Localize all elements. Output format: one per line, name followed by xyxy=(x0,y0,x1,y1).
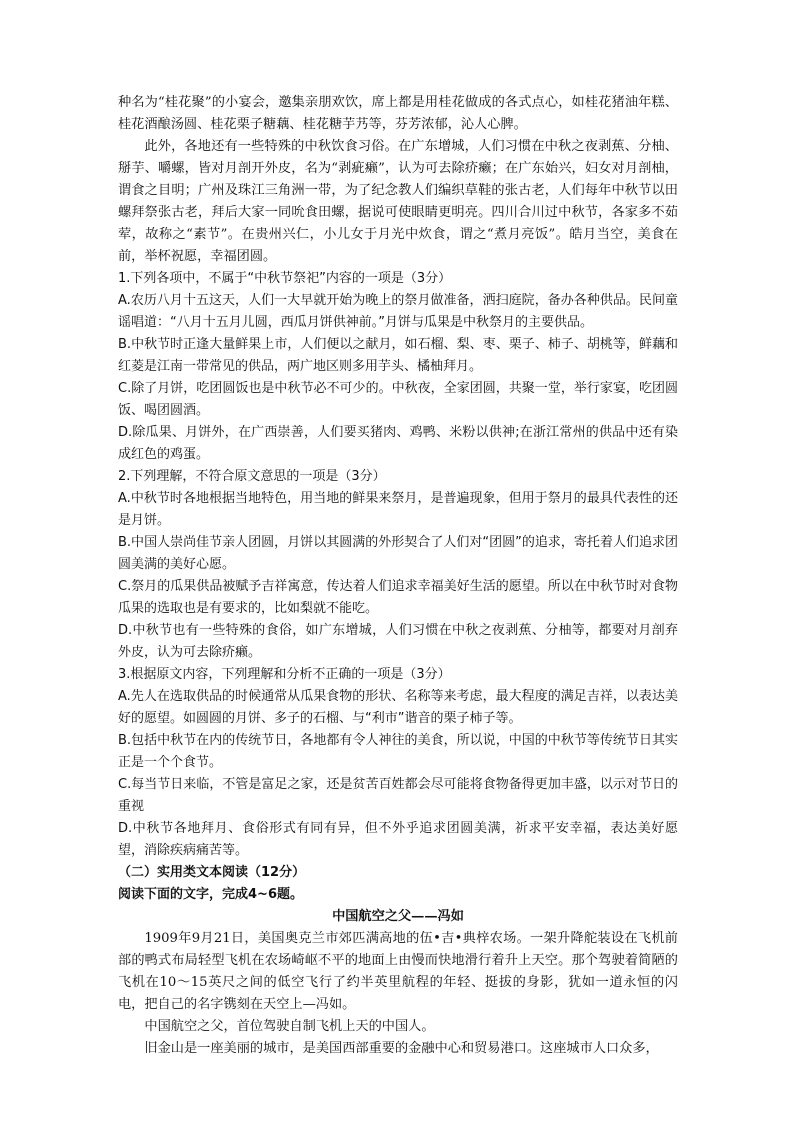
section-heading: （二）实用类文本阅读（12分） xyxy=(118,865,306,880)
article-paragraph-3: 旧金山是一座美丽的城市，是美国西部重要的金融中心和贸易港口。这座城市人口众多， xyxy=(144,1041,659,1056)
document-page xyxy=(118,92,678,1060)
question-3-option-c: C.每当节日来临，不管是富足之家，还是贫苦百姓都会尽可能将食物备得更加丰盛，以示对节日的重视 xyxy=(118,777,678,814)
question-3-option-b: B.包括中秋节在内的传统节日，各地都有令人神往的美食，所以说，中国的中秋节等传统节日其实正是一个个食节。 xyxy=(118,733,678,770)
passage1-paragraph-1: 种名为“桂花聚”的小宴会，邀集亲朋欢饮，席上都是用桂花做成的各式点心，如桂花猪油年糕、桂花酒酿汤圆、桂花栗子糖藕、桂花糖芋艿等，芬芳浓郁，沁人心脾。 xyxy=(118,95,678,132)
article-paragraph-2: 中国航空之父，首位驾驶自制飞机上天的中国人。 xyxy=(144,1019,435,1034)
question-1-stem: 1.下列各项中，不属于“中秋节祭祀”内容的一项是（3分） xyxy=(118,271,452,286)
question-2-option-a: A.中秋节时各地根据当地特色，用当地的鲜果来祭月，是普遍现象，但用于祭月的最具代表性的还是月饼。 xyxy=(118,491,678,528)
question-1-option-a: A.农历八月十五这天，人们一大早就开始为晚上的祭月做准备，洒扫庭院，备办各种供品。民间童谣唱道：“八月十五月儿圆，西瓜月饼供神前。”月饼与瓜果是中秋祭月的主要供品。 xyxy=(118,293,678,330)
question-3-option-a: A.先人在选取供品的时候通常从瓜果食物的形状、名称等来考虑，最大程度的满足吉祥，以表达美好的愿望。如圆圆的月饼、多子的石榴、与“利市”谐音的栗子柿子等。 xyxy=(118,689,678,726)
question-1-option-b: B.中秋节时正逢大量鲜果上市，人们便以之献月，如石榴、梨、枣、栗子、柿子、胡桃等，鲜藕和红菱是江南一带常见的供品，两广地区则多用芋头、橘柚拜月。 xyxy=(118,337,678,374)
question-2-option-c: C.祭月的瓜果供品被赋予吉祥寓意，传达着人们追求幸福美好生活的愿望。所以在中秋节时对食物瓜果的选取也是有要求的，比如梨就不能吃。 xyxy=(118,579,678,616)
question-3-stem: 3.根据原文内容，下列理解和分析不正确的一项是（3分） xyxy=(118,667,451,682)
question-1-option-c: C.除了月饼，吃团圆饭也是中秋节必不可少的。中秋夜，全家团圆，共聚一堂，举行家宴，吃团圆饭、喝团圆酒。 xyxy=(118,381,678,418)
section-instruction: 阅读下面的文字，完成4~6题。 xyxy=(118,887,303,902)
question-1-option-d: D.除瓜果、月饼外，在广西崇善，人们要买猪肉、鸡鸭、米粉以供神;在浙江常州的供品中还有染成红色的鸡蛋。 xyxy=(118,425,678,462)
article-title: 中国航空之父——冯如 xyxy=(332,909,464,924)
article-paragraph-1: 1909年9月21日，美国奥克兰市郊匹满高地的伍•吉•典梓农场。一架升降舵装设在飞机前部的鸭式布局轻型飞机在农场崎岖不平的地面上由慢而快地滑行着升上天空。那个驾驶着简陋的飞机在10～15英尺之间的低空飞行了约半英里航程的年轻、挺拔的身影，犹如一道永恒的闪电，把自己的名字镌刻在天空上—冯如。 xyxy=(118,931,678,1012)
passage1-paragraph-2: 此外，各地还有一些特殊的中秋饮食习俗。在广东增城，人们习惯在中秋之夜剥蕉、分柚、掰芋、嚼螺，皆对月剖开外皮，名为“剥疵癞”，认为可去除疥癞；在广东始兴，妇女对月剖柚，谓食之目明；广州及珠江三角洲一带，为了纪念教人们编织草鞋的张古老，人们每年中秋节以田螺拜祭张古老，拜后大家一同吮食田螺，据说可使眼睛更明亮。四川合川过中秋节，各家多不茹荤，故称之“素节”。在贵州兴仁，小儿女于月光中炊食，谓之“煮月亮饭”。皓月当空，美食在前，举杯祝愿，幸福团圆。 xyxy=(118,139,678,264)
question-3-option-d: D.中秋节各地拜月、食俗形式有同有异，但不外乎追求团圆美满，祈求平安幸福，表达美好愿望，消除疾病痛苦等。 xyxy=(118,821,678,858)
question-2-option-d: D.中秋节也有一些特殊的食俗，如广东增城，人们习惯在中秋之夜剥蕉、分柚等，都要对月剖弃外皮，认为可去除疥癞。 xyxy=(118,623,678,660)
question-2-stem: 2.下列理解，不符合原文意思的一项是（3分） xyxy=(118,469,386,484)
question-2-option-b: B.中国人崇尚佳节亲人团圆，月饼以其圆满的外形契合了人们对“团圆”的追求，寄托着人们追求团圆美满的美好心愿。 xyxy=(118,535,678,572)
